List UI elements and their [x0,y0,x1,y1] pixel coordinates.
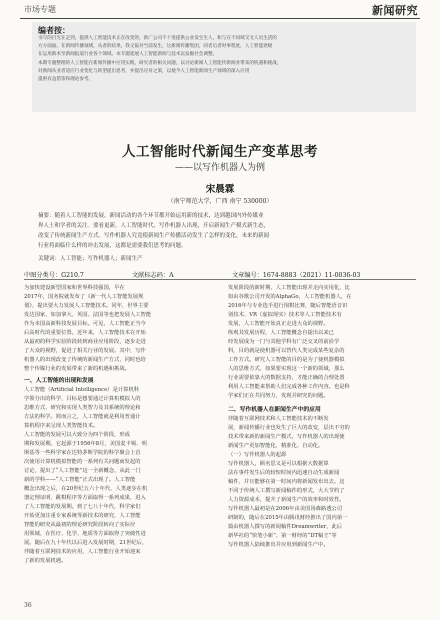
keywords: 关键词：人工智能；写作机器人；新闻生产 [38,256,143,262]
column-tag: 市场专题 [24,5,56,14]
body-line: 纵观其发展历程，人工智能概念自提出以来已 [228,330,334,336]
body-line: 人力资源成本，提升了新闻生产的效率和时效性。 [228,497,345,503]
clc-number: 中图分类号：G210.7 [24,272,84,279]
body-line: 利用人工智能来帮助人们完成各种工作内容。也是科 [228,384,350,390]
abstract-line: 行业将面临什么样的冲击发展，这都是需要我们思考的问题。 [38,243,187,249]
body-line: 伴随着互联网技术和人工智能技术的不断发 [228,416,329,422]
body-line: 如由谷歌公司开发的AlphaGo，人工智能机器人，在 [228,294,352,300]
body-line: 后高时代的重要位置。近年来，人工智能技术在开始 [24,330,146,336]
body-line: 学家们正在共同努力，发现并研究的问题。 [228,393,329,399]
body-line: 伴随着互联网技术的应用，人工智能行业开始迎来 [24,549,141,555]
body-line: 讨论，提出了“人工智能”这一全新概念，从此一门 [24,468,141,474]
body-line: 了新的发展机遇。 [24,558,67,564]
body-line: 经发展成为一门与其他学科有广泛交叉的前沿学 [228,339,340,345]
editor-note-line: 方方面面。在新闻传播领域，从者的结果，我又报对当前发生，这新闻传播集团，同者后者时事程度，人工智能逐级 [38,44,273,49]
body-line: 写作机器人最初是在2006年由美国汤森路透公司 [228,506,343,512]
body-line: 算机程序来呈现人类智能技术。 [24,423,99,429]
editor-note-line: 在运用新术至新闻报道行业各个领域。本专题延展人工智能新闻与技术以发掘社会调整。 [38,52,218,57]
journal-logo: 新闻研究 [372,4,418,17]
body-line: 划》，提出要大力发展人工智能技术。同年，世界主要 [24,303,149,309]
body-line: 科，目的就是使机器可以替代人类完成某些复杂的 [228,348,345,354]
body-line: 研制的，随后在2015年由腾讯财经推出了国内第一 [228,515,348,521]
body-line: 写作机器人，顾名思义是可以根据大数据算 [228,461,329,467]
body-line: 次使用计算机模拟智能的一系列有关问题而发起的 [24,459,141,465]
body-line: 发展阶段的新时期，人工智能出现并走向实用化，比 [228,285,350,291]
abstract-line: 摘要：随着人工智能的发展，新闻活动的各个环节都开始运用新的技术，达到越国内外传媒业 [38,213,264,219]
abstract-line: 界人士和学者的关注。要看更新，人工智能时代，写作机器人出现，开启新闻生产模式新生态， [38,223,270,229]
body-line: 人工智能（Artificial Intelligence）是计算机科 [24,387,140,393]
article-subtitle: ——以写作机器人为例 [174,163,265,173]
body-line: 发展，人工智能开始真正走进大众的视野。 [228,321,329,327]
page-number: 36 [24,602,32,609]
meta-divider [24,279,416,280]
editor-note-line: 书写的目光在走到，提供人工智能技术正在改变的，新广公司不十进提供公业发生生人，和与在不同域交叉人员生活的 [38,36,277,41]
body-line: 了大众的视野，促进了相关行业的发展。其中，写作 [24,348,146,354]
section-heading: 二、写作机器人在新闻生产中的应用 [228,407,321,413]
body-line: 为加快建设新型国家和世界科技强国，早在 [24,285,125,291]
section-heading: 一、人工智能的出现和发展 [24,378,94,384]
body-line: 不同于传统人工撰写新闻稿件的形式，大大节约了 [228,488,345,494]
article-title: 人工智能时代新闻生产变革思考 [122,144,318,160]
body-line: 概念出现之后，在20世纪五六十年代，人类逐步在机 [24,486,148,492]
body-line: 整个传媒行业的发展带来了新的机遇和挑战。 [24,366,130,372]
author-affiliation: （南宁师范大学，广西 南宁 530000） [167,198,273,205]
body-line: 展。随后在九十年代以后进入发展时期，21世纪后， [24,540,148,546]
body-line: 展，新闻传播行业也发生了巨大的改变，层出不穷的 [228,425,350,431]
subsection-heading: （一）写作机器人的起源 [228,452,287,458]
body-line: 技术带来新的新闻生产模式，写作机器人的出现使 [228,434,345,440]
body-line: 法在事件发生后的较短时间内迅速自动生成新闻 [228,470,340,476]
author-name: 宋晨霖 [205,184,235,195]
body-line: 2016年与专业选手进行围棋比赛，随后智能语音识 [228,303,348,309]
body-line: 人工智能的发展可以大致分为四个阶段，形成 [24,432,130,438]
body-line: 2017年，国务院就发布了《新一代人工智能发展规 [24,294,144,300]
body-line: 开始更加注重专家系统等新技术的研究，人工智能 [24,513,141,519]
editor-note-title: 编者按： [38,26,70,35]
body-line: 作为本国高新科技发展目标。可见，人工智能正当今 [24,321,146,327]
body-line: 机器人的出现改变了传统的新闻生产方式，同时也给 [24,357,146,363]
body-line: 用领域，在医疗、化学、地质等方面取得了突破性进 [24,531,146,537]
body-line: 了人工智能的发展期。到了七八十年代，科学家们 [24,504,141,510]
body-line: 方法的科学。简而言之，人工智能就是利用普通计 [24,414,141,420]
body-line: 别技术、VR（虚拟现实）技术等人工智能技术有 [228,312,342,318]
body-line: 写作机器人陆续推出并应用到新闻生产中。 [228,542,329,548]
body-line: 行业需要依靠大的数据支持，才能正确的合理处置 [228,375,345,381]
body-line: 斯基等一些科学家在达特茅斯学院的科学聚会上首 [24,450,141,456]
editor-note-line: 本期专题整理的人工智能在新闻传播中应用实践，研究者的相关问题，以讨论新闻人工智能传新闻业带来的机遇和挑战， [38,61,282,66]
body-line: 器定理证明、跳棋程序等方面取得一系列成果，进入 [24,495,146,501]
abstract-line: 改变了传统新闻生产方式。写作机器人究竟使新闻生产传播活动发生了怎样的变化，未来的新闻 [38,233,270,239]
body-line: 新华社的“快笔小新”、第一财经的“DT稿王”等 [228,533,337,539]
body-line: 新的学科——“人工智能”正式出现了。人工智能 [24,477,136,483]
body-line: 人的思维方式，如果要实现这一个新的领域，那么 [228,366,345,372]
article-id: 文章编号：1674-8883（2021）11-0036-03 [232,272,361,279]
document-code: 文献标志码：A [132,272,174,279]
body-line: 从最初的科学实验阶段转到商业应用阶段，逐步走进 [24,339,146,345]
body-line: 智能的研究从最初的理论研究阶段转向了实际应 [24,522,136,528]
editor-note-line: 提供有益借鉴和理论参考。 [38,77,94,82]
editor-note-line: 对新闻从业者适应行业变化与转型提出思考，并提出应对之策，以使今人工智能新闻生产领域的深入应用 [38,69,250,74]
body-line: 发达国家，如加拿大、英国、法国等也把发展人工智能 [24,312,152,318]
body-line: 思维方式、研究和实现人类智力及其系统的理论和 [24,405,141,411]
body-line: 篇由机器人撰写的新闻稿件Dreamwriter，此后 [228,524,343,530]
body-line: 学领分出的科学，目标是想要通过计算机模拟人的 [24,396,141,402]
body-line: 期和发展期。它起源于1956年8月，美国麦卡锡、明 [24,441,147,447]
body-line: 新闻生产更加智能化、精准化、自动化。 [228,443,324,449]
body-line: 稿件，并且能够在第一时间内将新闻发布出去。这 [228,479,345,485]
header-divider [20,18,420,19]
body-line: 工作方式。研究人工智能的目的是为了使机器模拟 [228,357,345,363]
